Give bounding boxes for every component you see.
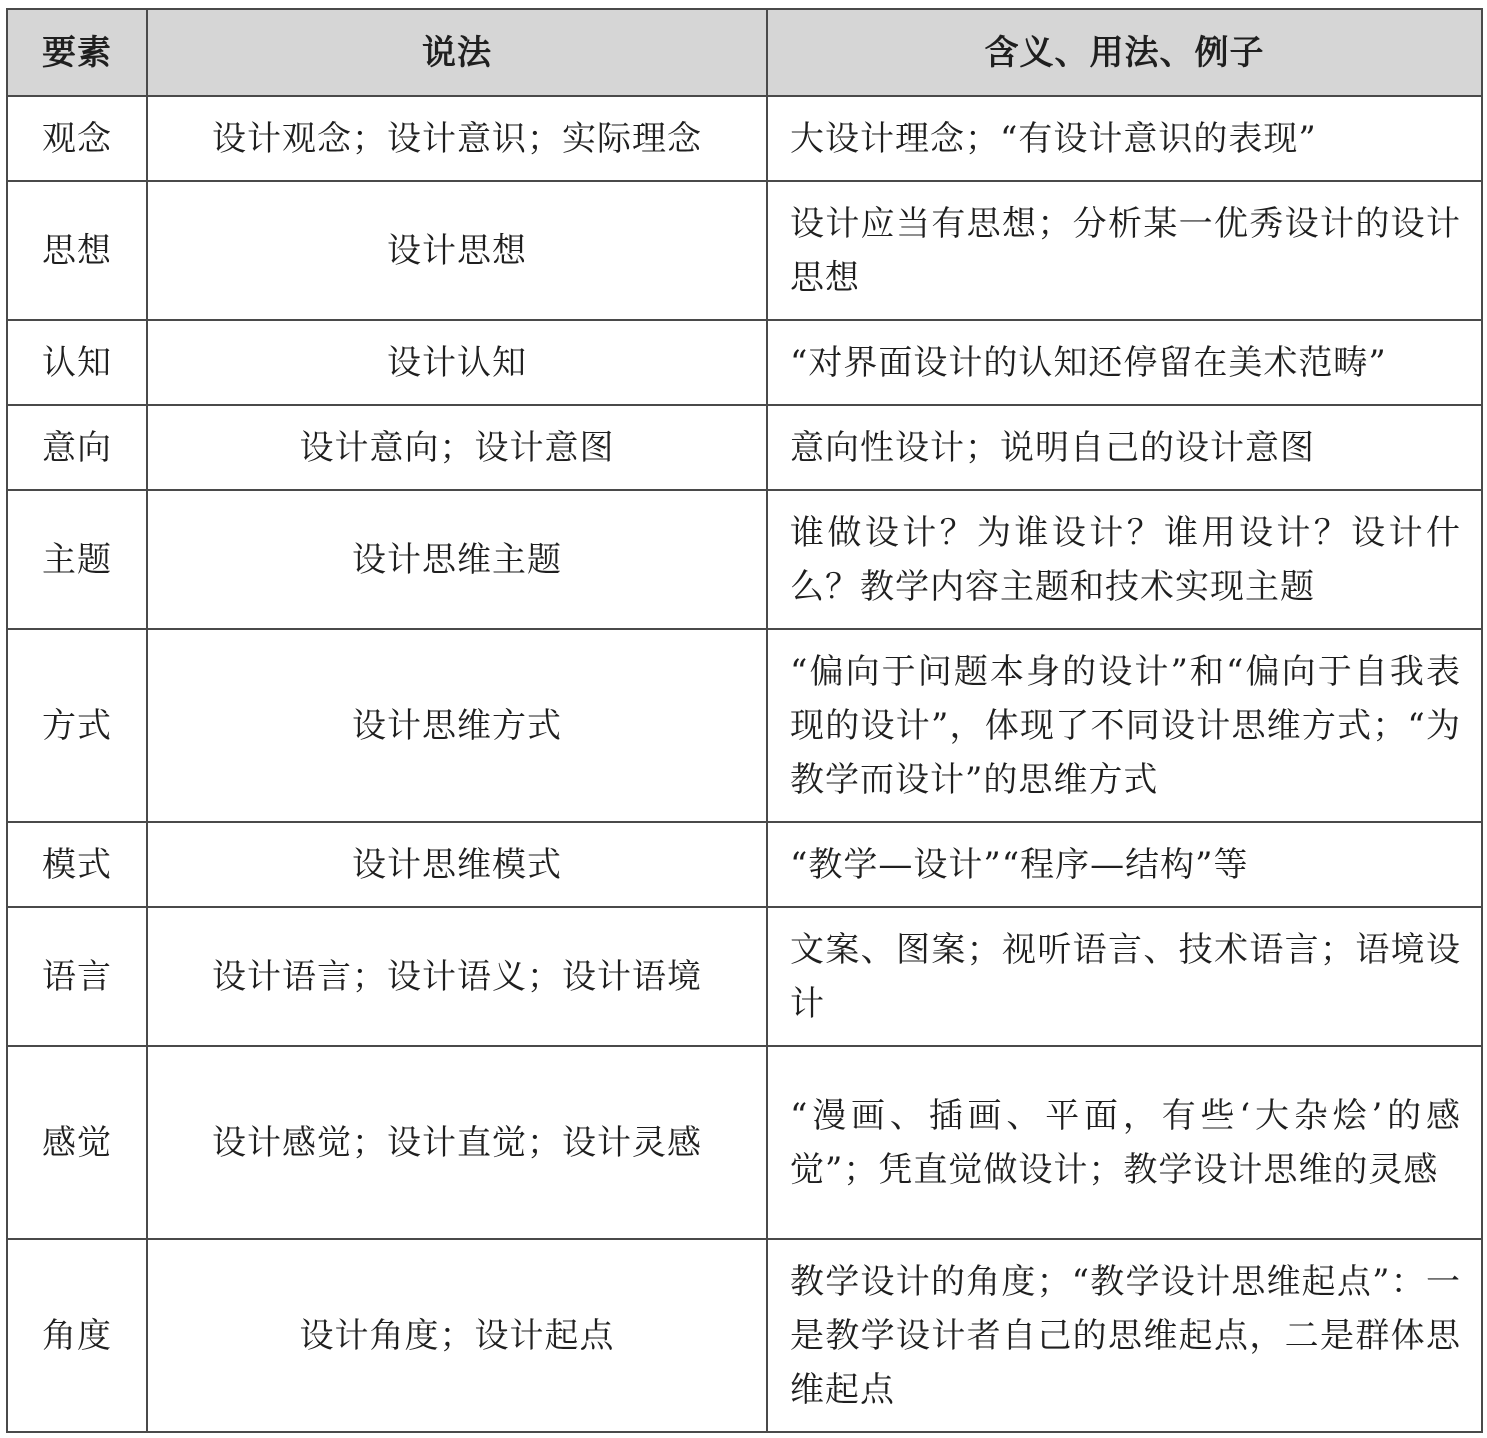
- table-row: [7, 181, 1482, 320]
- cell-saying: 设计思维方式: [147, 629, 767, 822]
- cell-saying: 设计观念；设计意识；实际理念: [147, 96, 767, 181]
- design-thinking-table-container: [6, 8, 1481, 1433]
- cell-saying: 设计角度；设计起点: [147, 1239, 767, 1432]
- table-row: [7, 822, 1482, 907]
- cell-saying: 设计意向；设计意图: [147, 405, 767, 490]
- table-row: [7, 96, 1482, 181]
- table-row: [7, 629, 1482, 822]
- cell-meaning: 设计应当有思想；分析某一优秀设计的设计思想: [767, 181, 1482, 320]
- cell-meaning: “漫画、插画、平面，有些‘大杂烩’的感觉”；凭直觉做设计；教学设计思维的灵感: [767, 1046, 1482, 1239]
- table-row: [7, 405, 1482, 490]
- cell-element: 语言: [7, 907, 147, 1046]
- cell-meaning: 意向性设计；说明自己的设计意图: [767, 405, 1482, 490]
- table-header-row: [7, 9, 1482, 96]
- cell-meaning: 文案、图案；视听语言、技术语言；语境设计: [767, 907, 1482, 1046]
- cell-saying: 设计思维主题: [147, 490, 767, 629]
- cell-meaning: 教学设计的角度；“教学设计思维起点”：一是教学设计者自己的思维起点，二是群体思维起点: [767, 1239, 1482, 1432]
- cell-meaning: 谁做设计？为谁设计？谁用设计？设计什么？教学内容主题和技术实现主题: [767, 490, 1482, 629]
- cell-meaning: “教学—设计”“程序—结构”等: [767, 822, 1482, 907]
- cell-element: 思想: [7, 181, 147, 320]
- cell-element: 感觉: [7, 1046, 147, 1239]
- cell-element: 模式: [7, 822, 147, 907]
- table-row: [7, 1239, 1482, 1432]
- table-row: [7, 320, 1482, 405]
- cell-element: 意向: [7, 405, 147, 490]
- cell-element: 主题: [7, 490, 147, 629]
- cell-element: 方式: [7, 629, 147, 822]
- cell-meaning: “偏向于问题本身的设计”和“偏向于自我表现的设计”，体现了不同设计思维方式；“为教学而设计”的思维方式: [767, 629, 1482, 822]
- table-row: [7, 1046, 1482, 1239]
- cell-saying: 设计感觉；设计直觉；设计灵感: [147, 1046, 767, 1239]
- header-saying: 说法: [147, 9, 767, 96]
- cell-element: 角度: [7, 1239, 147, 1432]
- cell-saying: 设计语言；设计语义；设计语境: [147, 907, 767, 1046]
- cell-meaning: 大设计理念；“有设计意识的表现”: [767, 96, 1482, 181]
- table-row: [7, 907, 1482, 1046]
- cell-saying: 设计思想: [147, 181, 767, 320]
- header-element: 要素: [7, 9, 147, 96]
- cell-meaning: “对界面设计的认知还停留在美术范畴”: [767, 320, 1482, 405]
- cell-element: 观念: [7, 96, 147, 181]
- design-thinking-table: [6, 8, 1483, 1433]
- cell-saying: 设计思维模式: [147, 822, 767, 907]
- cell-saying: 设计认知: [147, 320, 767, 405]
- header-meaning: 含义、用法、例子: [767, 9, 1482, 96]
- table-row: [7, 490, 1482, 629]
- cell-element: 认知: [7, 320, 147, 405]
